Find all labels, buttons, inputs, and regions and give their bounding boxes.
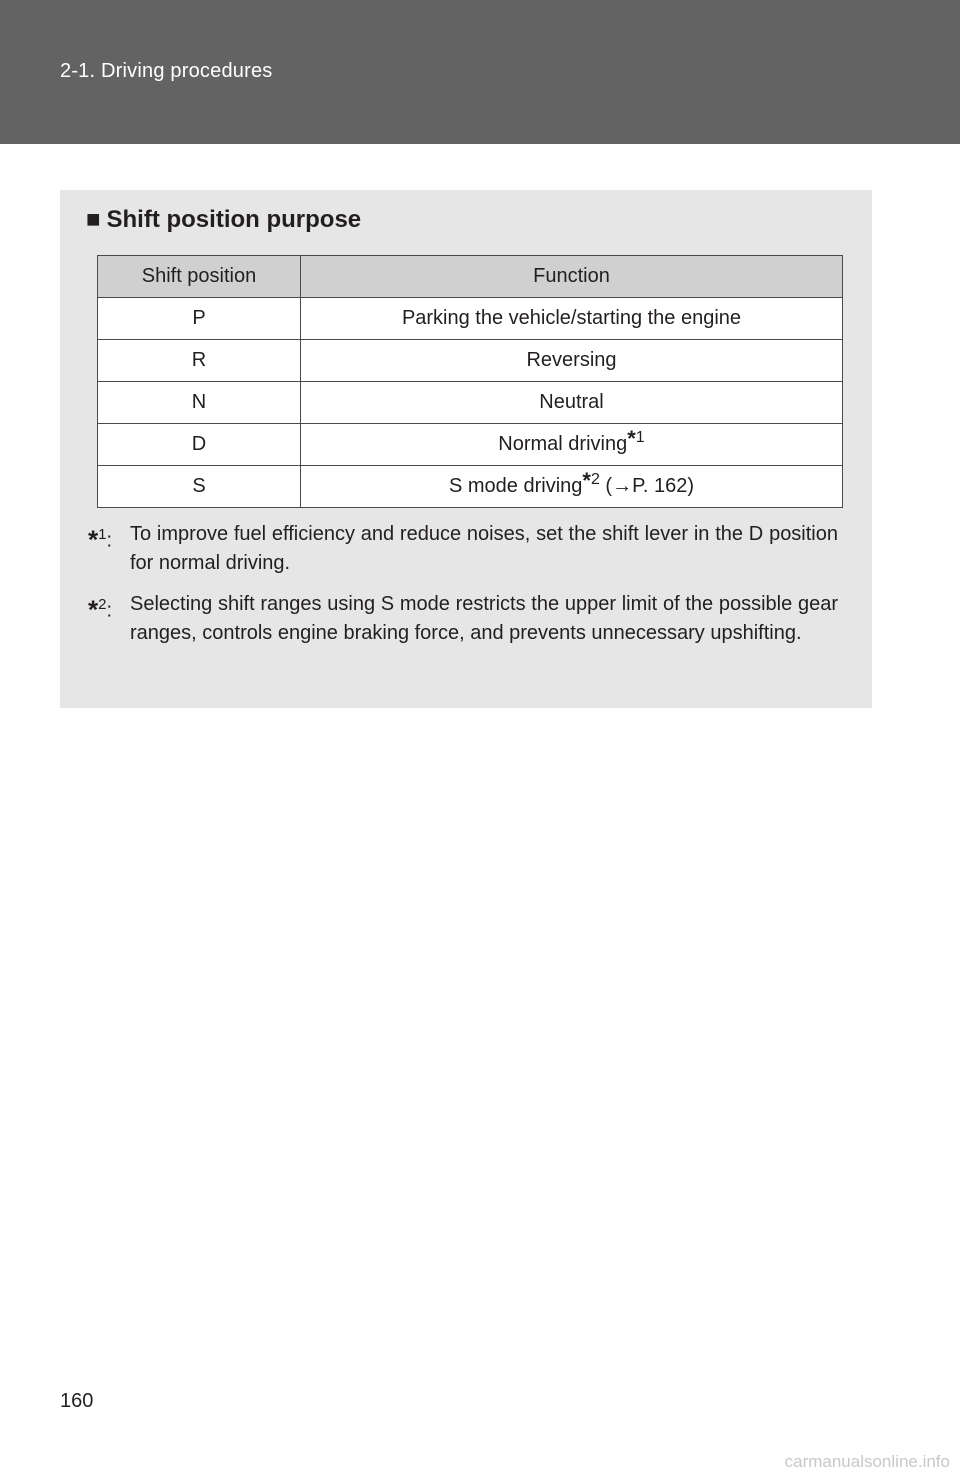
table-header-row bbox=[98, 256, 843, 298]
function-text: S mode driving bbox=[448, 475, 583, 497]
asterisk-icon: * bbox=[88, 594, 99, 625]
watermark: carmanualsonline.info bbox=[784, 1452, 950, 1471]
function-cell bbox=[301, 466, 843, 508]
column-header: Function bbox=[301, 256, 843, 298]
shift-position-cell: D bbox=[98, 424, 301, 466]
function-cell: Neutral bbox=[301, 382, 843, 424]
page-number: 160 bbox=[60, 1390, 94, 1412]
footnote-marker: *$^1$: bbox=[88, 524, 113, 555]
asterisk-icon: * bbox=[88, 524, 99, 555]
function-cell: Parking the vehicle/starting the engine bbox=[301, 298, 843, 340]
panel-title-text: Shift position purpose bbox=[106, 206, 362, 233]
shift-position-cell: R bbox=[98, 340, 301, 382]
function-cell: Reversing bbox=[301, 340, 843, 382]
footnote bbox=[88, 590, 838, 648]
function-cell bbox=[301, 424, 843, 466]
table-row bbox=[98, 340, 843, 382]
square-bullet-icon: ■ bbox=[86, 206, 101, 233]
footnote-text: To improve fuel efficiency and reduce noises, set the shift lever in the D position for normal driving. bbox=[130, 523, 838, 574]
footnotes bbox=[88, 520, 838, 660]
asterisk-icon: * bbox=[627, 426, 636, 452]
info-panel bbox=[60, 190, 872, 708]
section-title: 2-1. Driving procedures bbox=[60, 60, 273, 82]
function-text: Normal driving bbox=[498, 433, 628, 455]
shift-position-table bbox=[97, 255, 843, 508]
panel-title bbox=[86, 206, 361, 234]
shift-position-cell: N bbox=[98, 382, 301, 424]
shift-position-cell: S bbox=[98, 466, 301, 508]
asterisk-icon: * bbox=[582, 468, 591, 494]
footnote bbox=[88, 520, 838, 578]
shift-position-cell: P bbox=[98, 298, 301, 340]
table-row bbox=[98, 424, 843, 466]
table-row bbox=[98, 298, 843, 340]
column-header: Shift position bbox=[98, 256, 301, 298]
footnote-ref: *1 bbox=[627, 426, 645, 452]
table-row bbox=[98, 382, 843, 424]
page-header bbox=[0, 0, 960, 144]
footnote-marker: *$^2$: bbox=[88, 594, 113, 625]
footnote-ref: *2 bbox=[582, 468, 600, 494]
footnote-text: Selecting shift ranges using S mode restricts the upper limit of the possible gear ranges, controls engine braking force, and prevents unnecessary upshifting. bbox=[130, 593, 838, 644]
table-row bbox=[98, 466, 843, 508]
page-reference: (→P. 162) bbox=[605, 475, 694, 497]
